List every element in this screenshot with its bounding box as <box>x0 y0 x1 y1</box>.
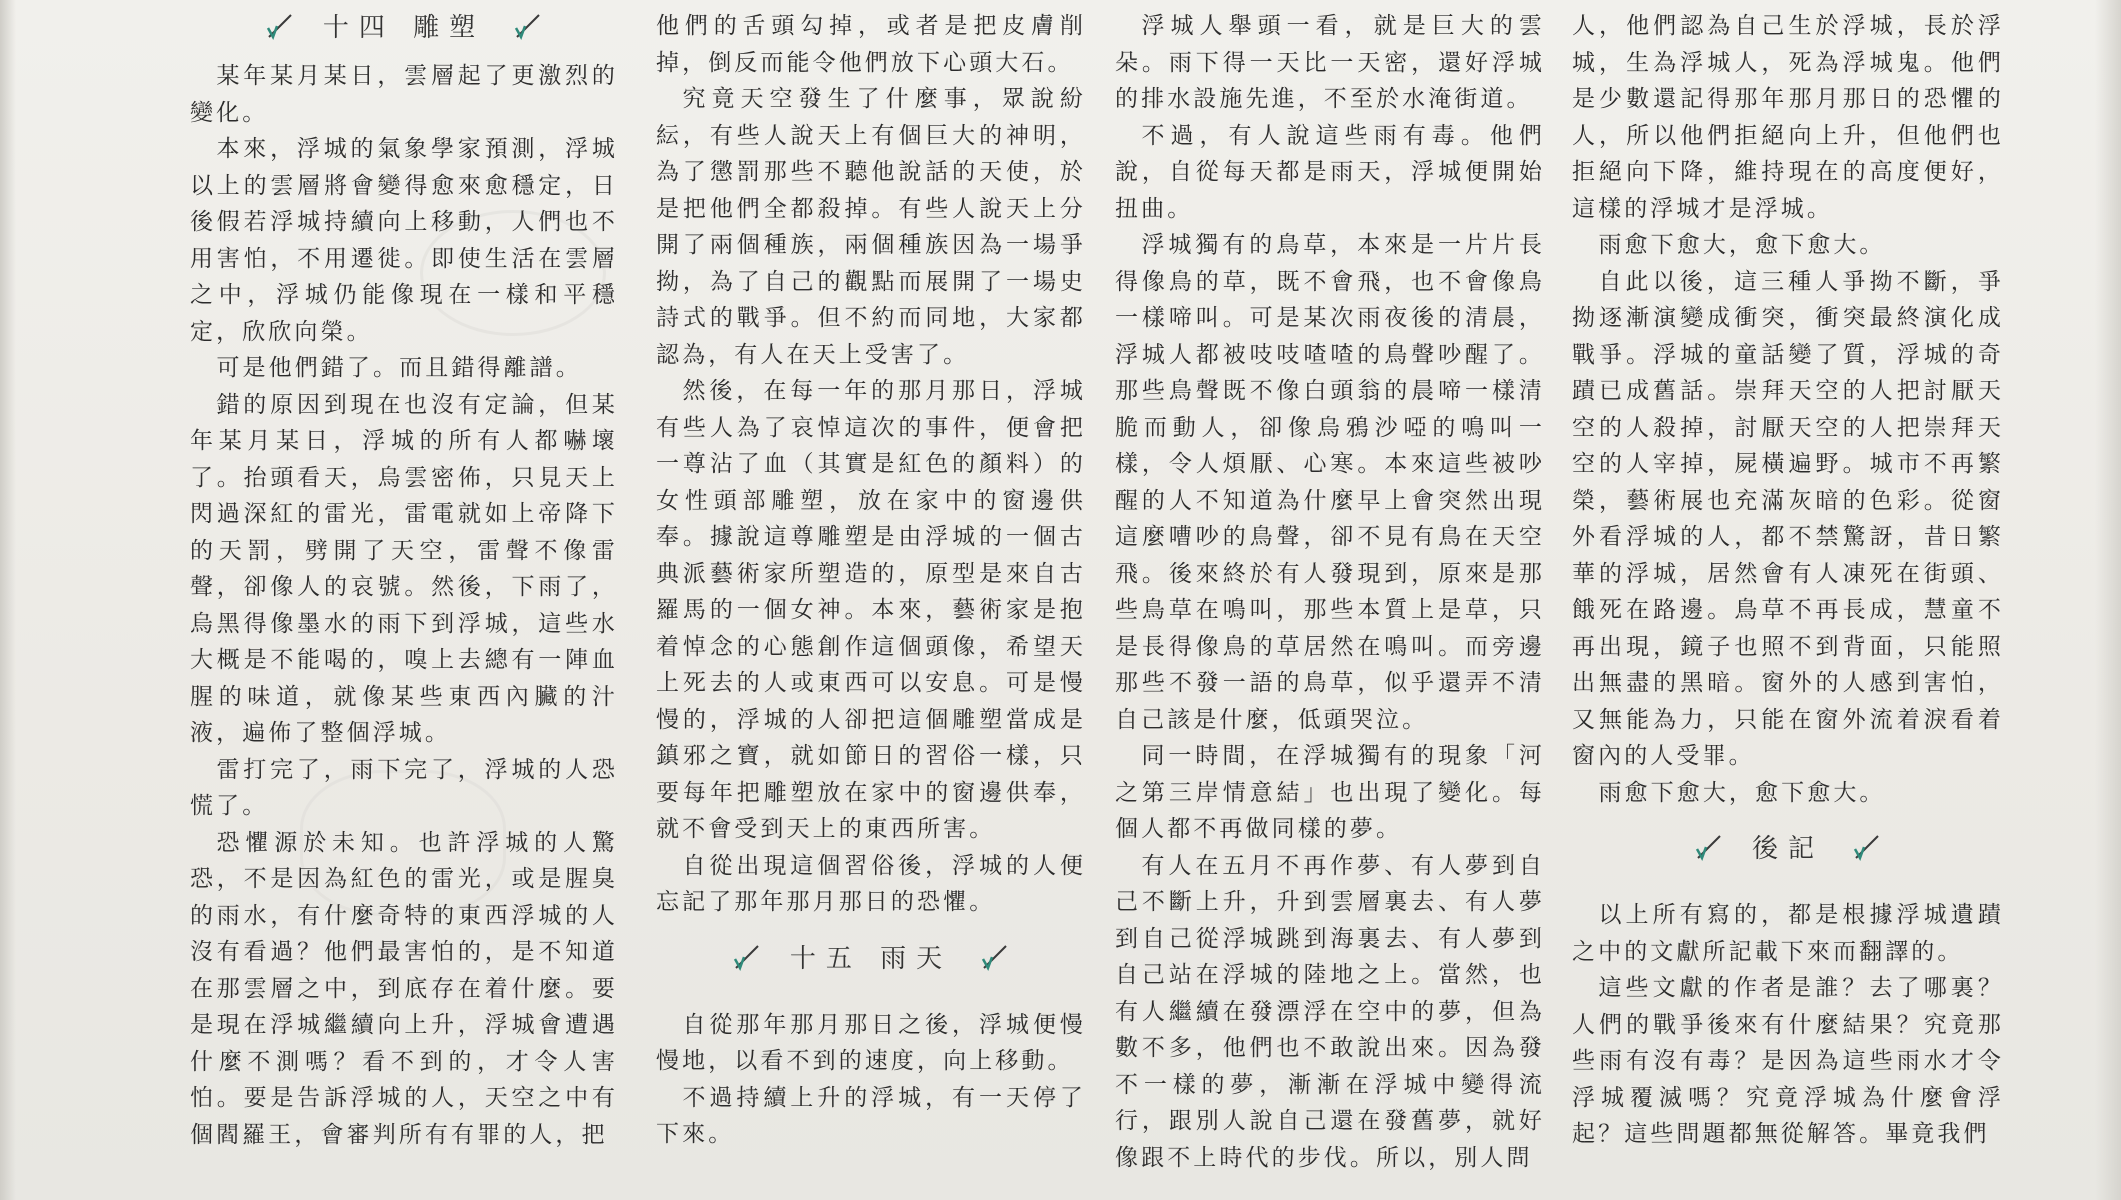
text-column-4 <box>1572 8 2004 1153</box>
page-left-edge-shadow <box>0 0 16 1200</box>
body-paragraph: 某年某月某日，雲層起了更激烈的變化。 <box>190 63 618 126</box>
page-right-edge-shadow <box>2095 0 2121 1200</box>
body-paragraph: 本來，浮城的氣象學家預測，浮城以上的雲層將會變得愈來愈穩定，日後假若浮城持續向上移動，人們也不用害怕，不用遷徙。即使生活在雲層之中，浮城仍能像現在一樣和平穩定，欣欣向榮。 <box>190 136 618 345</box>
body-paragraph: 以上所有寫的，都是根據浮城遺蹟之中的文獻所記載下來而翻譯的。 <box>1572 902 2004 965</box>
text-column-2 <box>656 8 1086 1153</box>
body-paragraph: 雨愈下愈大，愈下愈大。 <box>1598 232 1886 258</box>
body-paragraph: 可是他們錯了。而且錯得離譜。 <box>216 355 582 381</box>
body-paragraph: 這些文獻的作者是誰？去了哪裏？人們的戰爭後來有什麼結果？究竟那些雨有沒有毒？是因為這些雨水才令浮城覆滅嗎？究竟浮城為什麼會浮起？這些問題都無從解答。畢竟我們 <box>1572 975 2004 1147</box>
body-paragraph: 他們的舌頭勾掉，或者是把皮膚削掉，倒反而能令他們放下心頭大石。 <box>656 13 1086 76</box>
body-paragraph: 有人在五月不再作夢、有人夢到自己不斷上升，升到雲層裏去、有人夢到自己從浮城跳到海裏去、有人夢到自己站在浮城的陸地之上。當然，也有人繼續在發漂浮在空中的夢，但為數不多，他們也不敢說出來。因為發不一樣的夢，漸漸在浮城中變得流行，跟別人說自己還在發舊夢，就好像跟不上時代的步伐。所以，別人問 <box>1115 852 1545 1171</box>
body-paragraph: 究竟天空發生了什麼事，眾說紛紜，有些人說天上有個巨大的神明，為了懲罰那些不聽他說話的天使，於是把他們全都殺掉。有些人說天上分開了兩個種族，兩個種族因為一場爭拗，為了自己的觀點而展開了一場史詩式的戰爭。但不約而同地，大家都認為，有人在天上受害了。 <box>656 86 1086 368</box>
section-gap <box>656 989 1086 1007</box>
body-paragraph: 錯的原因到現在也沒有定論，但某年某月某日，浮城的所有人都嚇壞了。抬頭看天，烏雲密佈，只見天上閃過深紅的雷光，雷電就如上帝降下的天罰，劈開了天空，雷聲不像雷聲，卻像人的哀號。然後，下雨了，烏黑得像墨水的雨下到浮城，這些水大概是不能喝的，嗅上去總有一陣血腥的味道，就像某些東西內臟的汁液，遍佈了整個浮城。 <box>190 391 618 746</box>
section-heading <box>190 8 618 48</box>
section-gap <box>656 921 1086 939</box>
body-paragraph: 人，他們認為自己生於浮城，長於浮城，生為浮城人，死為浮城鬼。他們是少數還記得那年那月那日的恐懼的人，所以他們拒絕向上升，但他們也拒絕向下降，維持現在的高度便好，這樣的浮城才是浮城。 <box>1572 13 2004 222</box>
section-heading <box>1572 829 2004 869</box>
section-heading-text: 後記 <box>1751 834 1824 864</box>
text-column-1 <box>190 8 618 1153</box>
body-paragraph: 浮城人舉頭一看，就是巨大的雲朵。雨下得一天比一天密，還好浮城的排水設施先進，不至於水淹街道。 <box>1115 13 1545 112</box>
body-paragraph: 不過，有人說這些雨有毒。他們說，自從每天都是雨天，浮城便開始扭曲。 <box>1115 122 1545 222</box>
heading-right-ornament-icon <box>513 12 543 40</box>
heading-right-ornament-icon <box>980 943 1010 971</box>
heading-left-ornament-icon <box>732 943 762 971</box>
body-paragraph: 自從那年那月那日之後，浮城便慢慢地，以看不到的速度，向上移動。 <box>656 1011 1086 1074</box>
heading-left-ornament-icon <box>1694 833 1724 861</box>
body-paragraph: 自此以後，這三種人爭拗不斷，爭拗逐漸演變成衝突，衝突最終演化成戰爭。浮城的童話變了質，浮城的奇蹟已成舊話。崇拜天空的人把討厭天空的人殺掉，討厭天空的人把崇拜天空的人宰掉，屍橫遍野。城市不再繁榮，藝術展也充滿灰暗的色彩。從窗外看浮城的人，都不禁驚訝，昔日繁華的浮城，居然會有人凍死在街頭、餓死在路邊。鳥草不再長成，慧童不再出現，鏡子也照不到背面，只能照出無盡的黑暗。窗外的人感到害怕，又無能為力，只能在窗外流着淚看着窗內的人受罪。 <box>1572 268 2004 769</box>
section-heading <box>656 939 1086 979</box>
body-paragraph: 雨愈下愈大，愈下愈大。 <box>1598 779 1886 806</box>
heading-right-ornament-icon <box>1852 833 1882 861</box>
section-gap <box>1572 811 2004 829</box>
section-gap <box>1572 879 2004 897</box>
body-paragraph: 雷打完了，雨下完了，浮城的人恐慌了。 <box>190 756 618 819</box>
heading-left-ornament-icon <box>265 12 295 40</box>
section-heading-text: 十五 雨天 <box>789 943 953 974</box>
body-paragraph: 恐懼源於未知。也許浮城的人驚恐，不是因為紅色的雷光，或是腥臭的雨水，有什麼奇特的東西浮城的人沒有看過？他們最害怕的，是不知道在那雲層之中，到底存在着什麼。要是現在浮城繼續向上升，浮城會遭遇什麼不測嗎？看不到的，才令人害怕。要是告訴浮城的人，天空之中有個閻羅王，會審判所有有罪的人，把 <box>190 829 618 1148</box>
body-paragraph: 不過持續上升的浮城，有一天停了下來。 <box>656 1084 1086 1147</box>
body-paragraph: 同一時間，在浮城獨有的現象「河之第三岸情意結」也出現了變化。每個人都不再做同樣的夢。 <box>1115 743 1545 842</box>
body-paragraph: 自從出現這個習俗後，浮城的人便忘記了那年那月那日的恐懼。 <box>656 852 1086 915</box>
body-paragraph: 浮城獨有的鳥草，本來是一片片長得像鳥的草，既不會飛，也不會像鳥一樣啼叫。可是某次雨夜後的清晨，浮城人都被吱吱喳喳的鳥聲吵醒了。那些鳥聲既不像白頭翁的晨啼一樣清脆而動人，卻像烏鴉沙啞的鳴叫一樣，令人煩厭、心寒。本來這些被吵醒的人不知道為什麼早上會突然出現這麼嘈吵的鳥聲，卻不見有鳥在天空飛。後來終於有人發現到，原來是那些鳥草在鳴叫，那些本質上是草，只是長得像鳥的草居然在鳴叫。而旁邊那些不發一語的鳥草，似乎還弄不清自己該是什麼，低頭哭泣。 <box>1115 232 1545 733</box>
text-column-3 <box>1115 8 1545 1176</box>
section-heading-text: 十四 雕塑 <box>322 13 486 43</box>
body-paragraph: 然後，在每一年的那月那日，浮城有些人為了哀悼這次的事件，便會把一尊沾了血（其實是紅色的顏料）的女性頭部雕塑，放在家中的窗邊供奉。據說這尊雕塑是由浮城的一個古典派藝術家所塑造的，原型是來自古羅馬的一個女神。本來，藝術家是抱着悼念的心態創作這個頭像，希望天上死去的人或東西可以安息。可是慢慢的，浮城的人卻把這個雕塑當成是鎮邪之寶，就如節日的習俗一樣，只要每年把雕塑放在家中的窗邊供奉，就不會受到天上的東西所害。 <box>656 378 1086 842</box>
